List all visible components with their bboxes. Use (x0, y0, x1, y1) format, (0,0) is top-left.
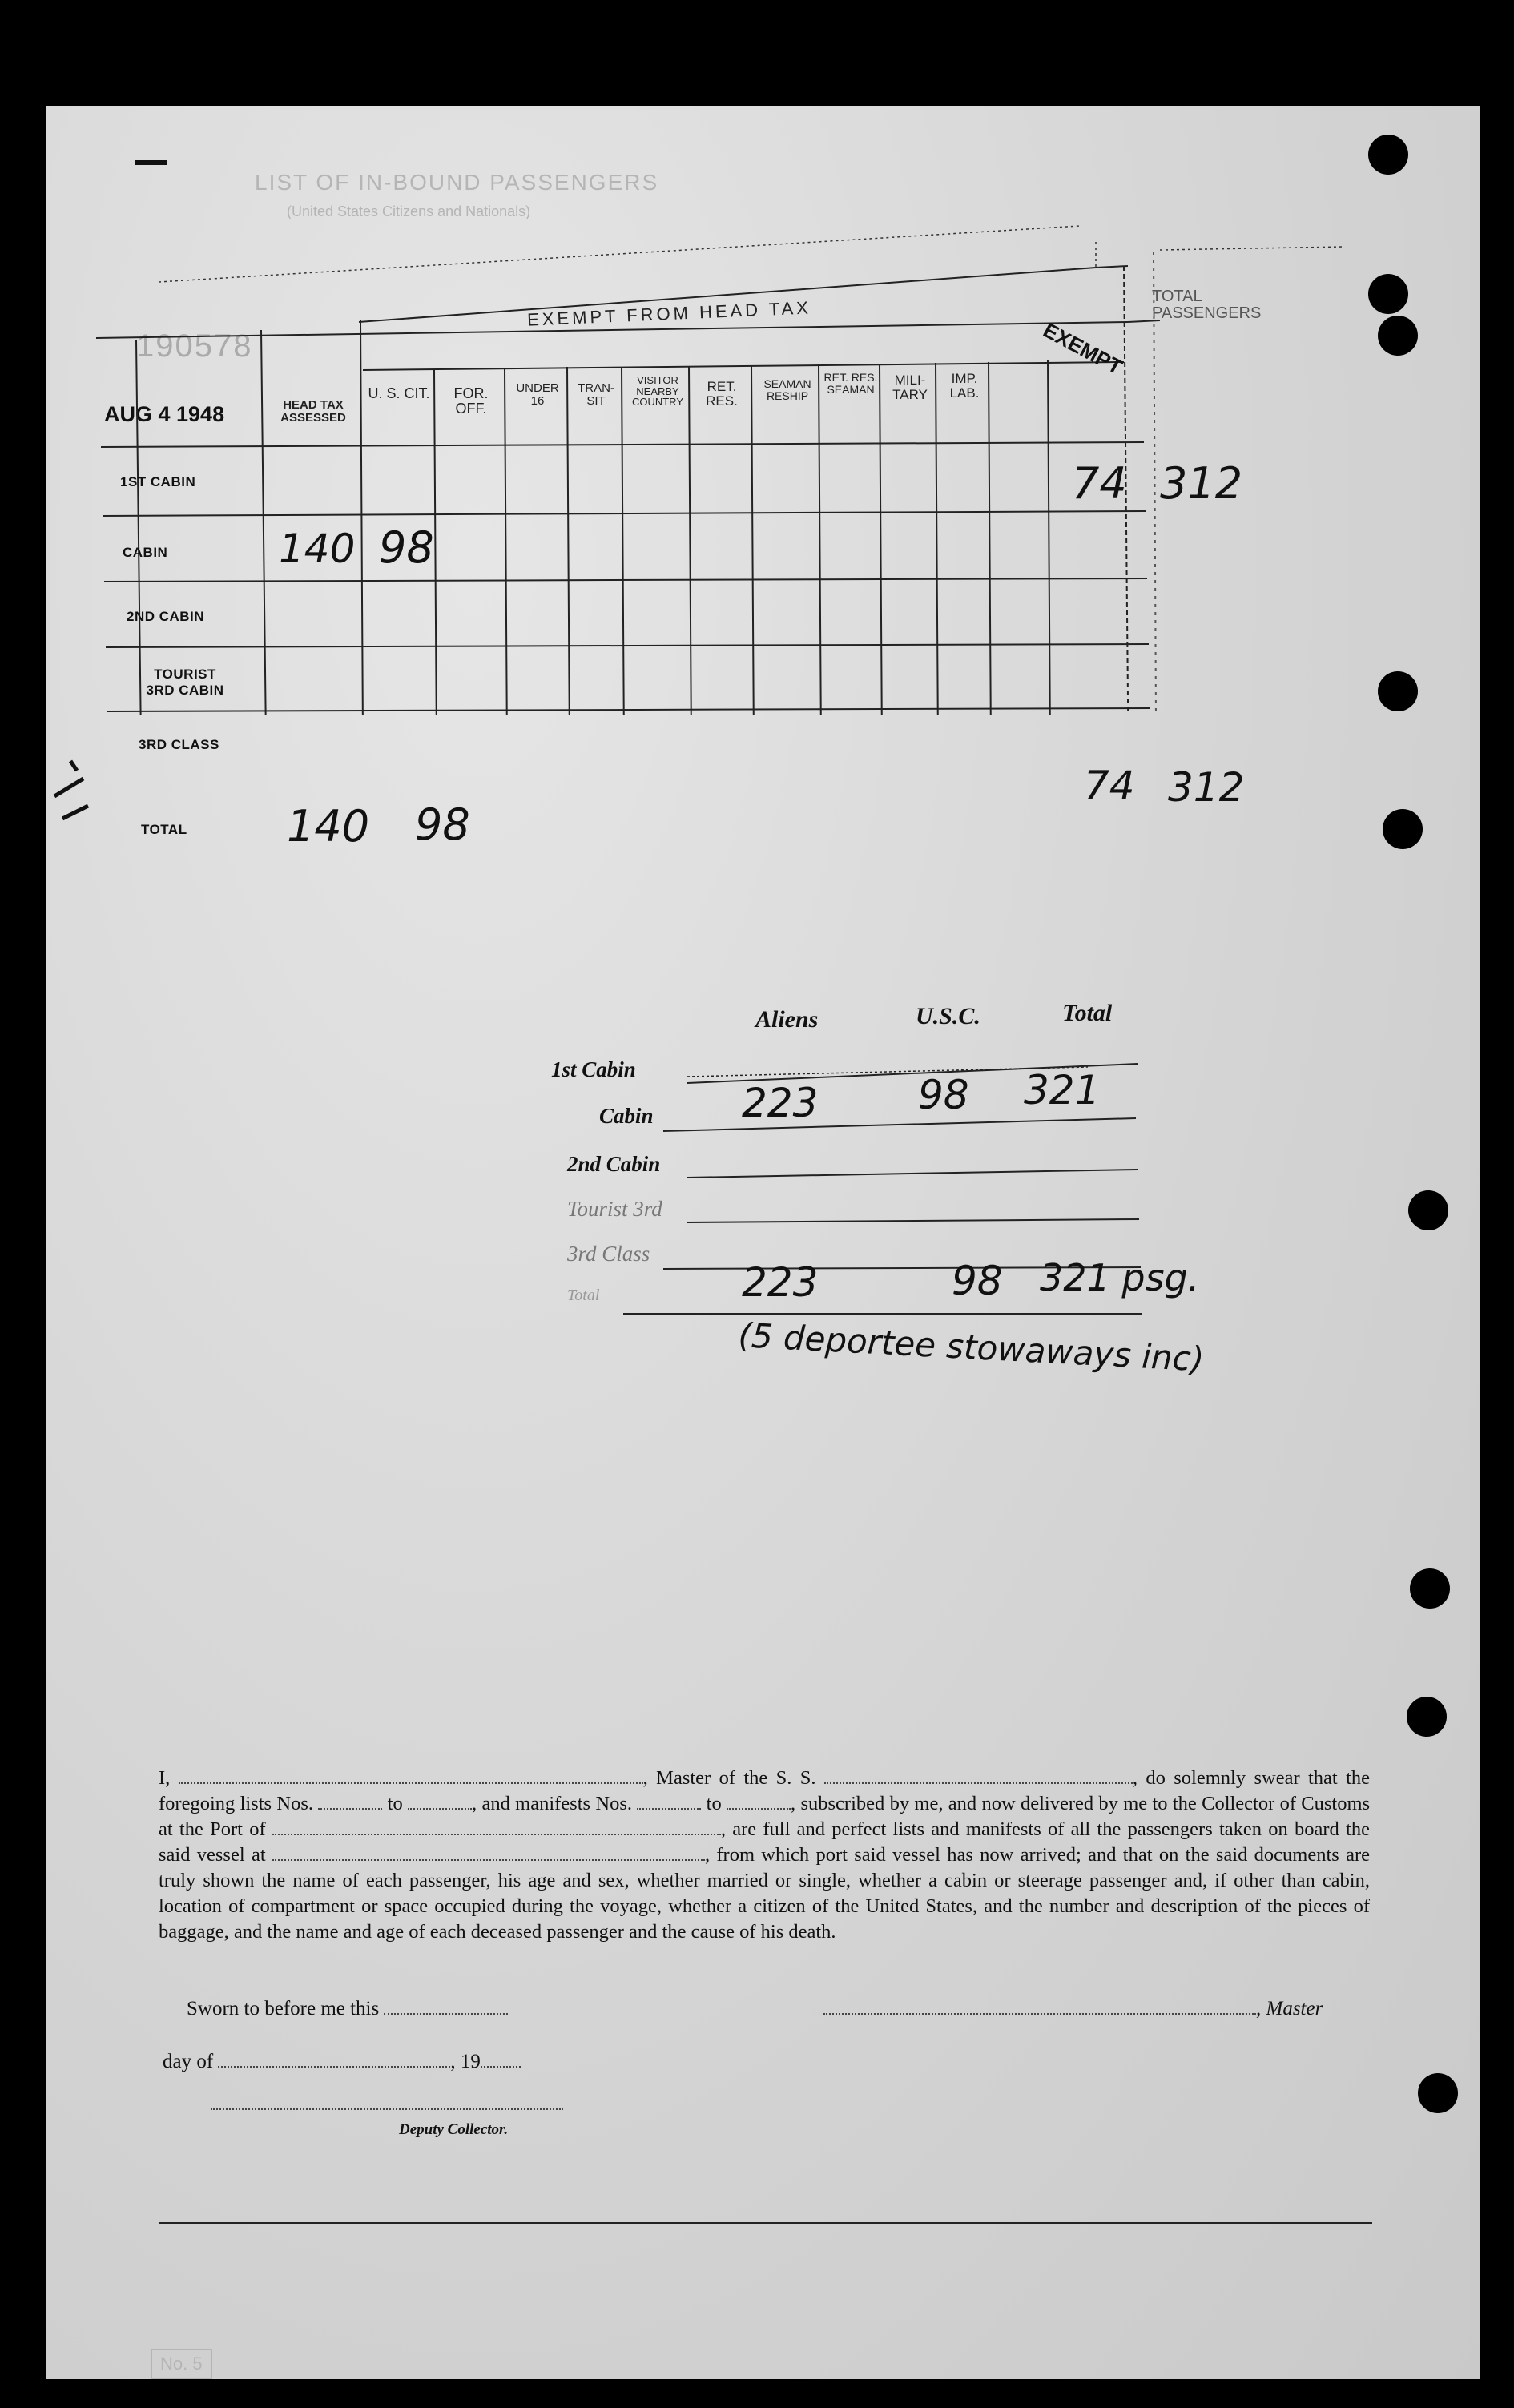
master-signature-line: , Master (823, 1998, 1323, 2020)
document-page (46, 106, 1480, 2379)
total-passengers-header: TOTAL PASSENGERS (1152, 288, 1262, 322)
punch-hole (1407, 1697, 1447, 1737)
master-signature-blank[interactable] (823, 2013, 1256, 2015)
sworn-date-blank[interactable] (384, 2013, 508, 2015)
hw-summary-total-usc: 98 (952, 1258, 1003, 1304)
faint-header-line2: (United States Citizens and Nationals) (287, 203, 531, 219)
punch-hole (1378, 671, 1418, 711)
summary-row-first-cabin: 1st Cabin (551, 1057, 636, 1081)
col-transit: TRAN-SIT (578, 381, 614, 408)
col-ret-res: RET. RES. (706, 379, 738, 409)
hw-summary-cabin-total: 321 (1024, 1067, 1101, 1113)
year-blank[interactable] (481, 2066, 521, 2068)
col-ret-res-seaman: RET. RES. SEAMAN (823, 371, 878, 396)
hw-summary-note: (5 deportee stowaways inc) (737, 1315, 1206, 1379)
hw-summary-cabin-aliens: 223 (742, 1080, 819, 1126)
corner-mark (135, 160, 167, 165)
summary-header-usc: U.S.C. (916, 1003, 980, 1029)
hw-first-cabin-exempt: 74 (1072, 458, 1127, 509)
summary-row-second-cabin: 2nd Cabin (567, 1152, 661, 1176)
punch-hole (1418, 2073, 1458, 2113)
hw-total-head-tax: 140 (287, 801, 370, 852)
row-label-tourist-third-cabin: TOURIST 3RD CABIN (146, 666, 224, 698)
punch-hole (1368, 135, 1408, 175)
hw-cabin-us-cit: 98 (379, 522, 434, 573)
manifest-from-blank[interactable] (637, 1808, 701, 1810)
list-from-blank[interactable] (318, 1808, 382, 1810)
month-blank[interactable] (218, 2066, 450, 2068)
col-us-cit: U. S. CIT. (368, 385, 430, 401)
departure-port-blank[interactable] (272, 1859, 705, 1861)
summary-row-cabin: Cabin (599, 1104, 654, 1128)
hw-summary-total-total: 321 psg. (1040, 1256, 1200, 1299)
hw-summary-total-aliens: 223 (742, 1259, 819, 1306)
row-label-total: TOTAL (141, 822, 187, 837)
col-visitor: VISITOR NEARBY COUNTRY (631, 374, 684, 409)
port-blank[interactable] (272, 1834, 721, 1835)
manifest-to-blank[interactable] (727, 1808, 791, 1810)
col-imp-lab: IMP. LAB. (949, 371, 980, 401)
punch-hole (1368, 274, 1408, 314)
hw-first-cabin-total: 312 (1160, 458, 1243, 509)
col-military: MILI-TARY (892, 372, 928, 402)
deputy-collector-signature-blank[interactable] (211, 2108, 563, 2110)
oath-paragraph: I, , Master of the S. S. , do solemnly swear that the foregoing lists Nos. to , and manifests Nos. to , subscribed by me, and now delivered by me to the Collector of Customs at the Port of , are full and perfect lists and manifests of all the passengers taken on board the said vessel at , from which port said vessel has now arrived; and that on the said documents are truly shown the name of each passenger, his age and sex, whether married or single, whether a cabin or steerage passenger and, if other than cabin, location of compartment or space occupied during the voyage, whether a citizen of the United States, and the number and description of the pieces of baggage, and the name and age of each deceased passenger and the cause of his death. (159, 1767, 1371, 1943)
bottom-faint-stamp: No. 5 (151, 2349, 212, 2379)
exempt-title: EXEMPT FROM HEAD TAX (526, 297, 812, 330)
punch-hole (1378, 316, 1418, 356)
row-label-first-cabin: 1ST CABIN (120, 474, 196, 489)
ship-name-blank[interactable] (824, 1782, 1133, 1784)
exempt-stamp: EXEMPT (1039, 317, 1127, 380)
summary-row-third-class: 3rd Class (567, 1242, 650, 1266)
faint-header-line1: LIST OF IN-BOUND PASSENGERS (255, 170, 659, 195)
col-for-off: FOR. OFF. (453, 385, 489, 417)
margin-marks (46, 723, 207, 883)
hw-cabin-head-tax: 140 (279, 525, 356, 572)
day-of-line: day of , 19 (163, 2051, 521, 2073)
summary-row-tourist-third: Tourist 3rd (567, 1197, 662, 1221)
stamp-date: AUG 4 1948 (104, 402, 225, 426)
hw-total-us-cit: 98 (415, 799, 470, 850)
hw-total-total: 312 (1168, 764, 1245, 811)
col-seaman-reship: SEAMAN RESHIP (763, 377, 811, 402)
hw-total-exempt: 74 (1084, 763, 1135, 809)
list-to-blank[interactable] (408, 1808, 472, 1810)
summary-row-total: Total (567, 1287, 600, 1304)
punch-hole (1383, 809, 1423, 849)
row-label-cabin: CABIN (123, 545, 168, 560)
row-label-second-cabin: 2ND CABIN (127, 609, 205, 624)
sworn-line: Sworn to before me this (187, 1998, 508, 2020)
bottom-divider (159, 2222, 1372, 2224)
col-under16: UNDER 16 (516, 381, 559, 408)
stamp-number: 190578 (136, 328, 253, 364)
punch-hole (1410, 1568, 1450, 1609)
deputy-collector-label: Deputy Collector. (399, 2121, 509, 2138)
row-label-third-class: 3RD CLASS (139, 737, 219, 752)
hw-summary-cabin-usc: 98 (918, 1072, 969, 1118)
col-head-tax: HEAD TAX ASSESSED (280, 398, 346, 425)
master-name-blank[interactable] (179, 1782, 643, 1784)
summary-header-aliens: Aliens (755, 1006, 819, 1033)
summary-header-total: Total (1062, 1000, 1113, 1026)
punch-hole (1408, 1190, 1448, 1230)
